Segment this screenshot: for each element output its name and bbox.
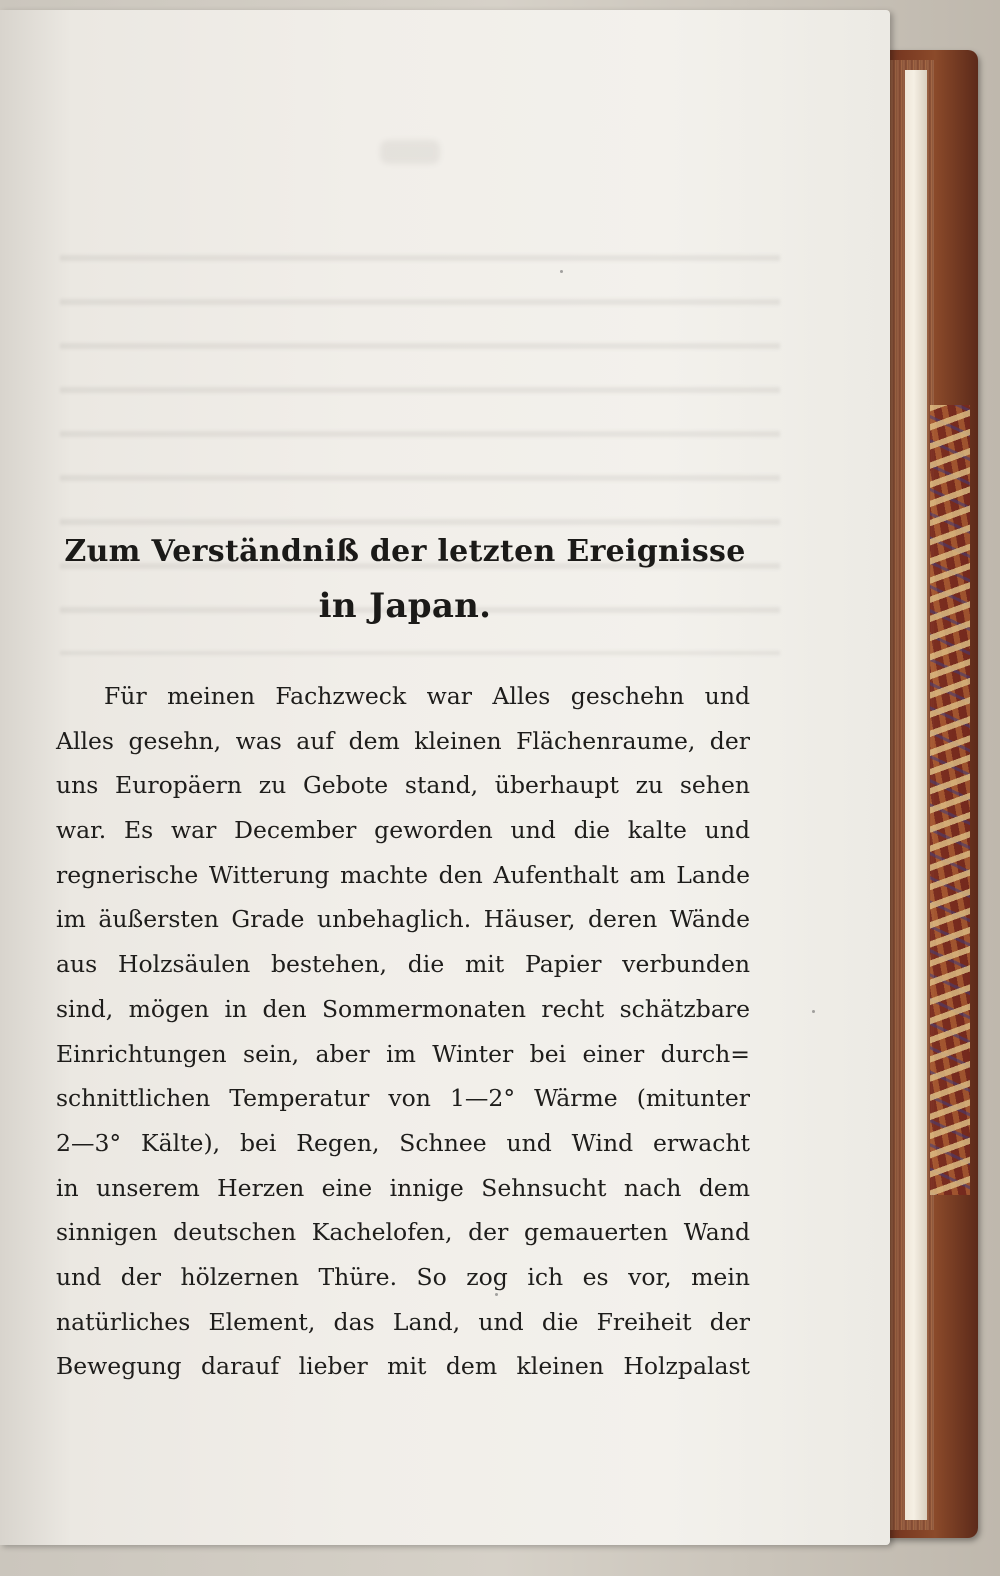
text-line: Einrichtungen sein, aber im Winter bei einer durch= bbox=[56, 1039, 750, 1068]
chapter-title-line: in Japan. bbox=[318, 586, 492, 626]
paper-speck bbox=[560, 270, 563, 273]
chapter-title-line: Zum Verständniß der letzten Ereignisse bbox=[64, 534, 746, 569]
text-line: sind, mögen in den Sommermonaten recht schätzbare bbox=[56, 994, 750, 1023]
text-line: und der hölzernen Thüre. So zog ich es vor, mein bbox=[56, 1262, 750, 1291]
text-line: aus Holzsäulen bestehen, die mit Papier verbunden bbox=[56, 950, 750, 979]
text-line: im äußersten Grade unbehaglich. Häuser, deren Wände bbox=[56, 905, 750, 934]
body-paragraph bbox=[56, 674, 750, 1389]
text-line: Für meinen Fachzweck war Alles geschehn und bbox=[104, 682, 750, 710]
text-line: sinnigen deutschen Kachelofen, der gemauerten Wand bbox=[56, 1218, 750, 1247]
text-line: 2—3° Kälte), bei Regen, Schnee und Wind erwacht bbox=[56, 1128, 750, 1157]
book-page bbox=[0, 10, 890, 1545]
text-line: Alles gesehn, was auf dem kleinen Flächenraume, der bbox=[56, 726, 750, 755]
paper-speck bbox=[495, 1293, 498, 1296]
page-block-strip bbox=[905, 70, 927, 1520]
text-line: Bewegung darauf lieber mit dem kleinen Holzpalast bbox=[56, 1352, 750, 1381]
marbled-edge bbox=[930, 405, 970, 1195]
text-line: in unserem Herzen eine innige Sehnsucht nach dem bbox=[56, 1173, 750, 1202]
text-line: uns Europäern zu Gebote stand, überhaupt zu sehen bbox=[56, 771, 750, 800]
text-line: regnerische Witterung machte den Aufenthalt am Lande bbox=[56, 860, 750, 889]
show-through-page-number bbox=[380, 140, 440, 164]
chapter-title bbox=[60, 525, 750, 633]
text-line: war. Es war December geworden und die kalte und bbox=[56, 816, 750, 845]
text-line: schnittlichen Temperatur von 1—2° Wärme (mitunter bbox=[56, 1084, 750, 1113]
paper-speck bbox=[812, 1010, 815, 1013]
text-line: natürliches Element, das Land, und die Freiheit der bbox=[56, 1307, 750, 1336]
